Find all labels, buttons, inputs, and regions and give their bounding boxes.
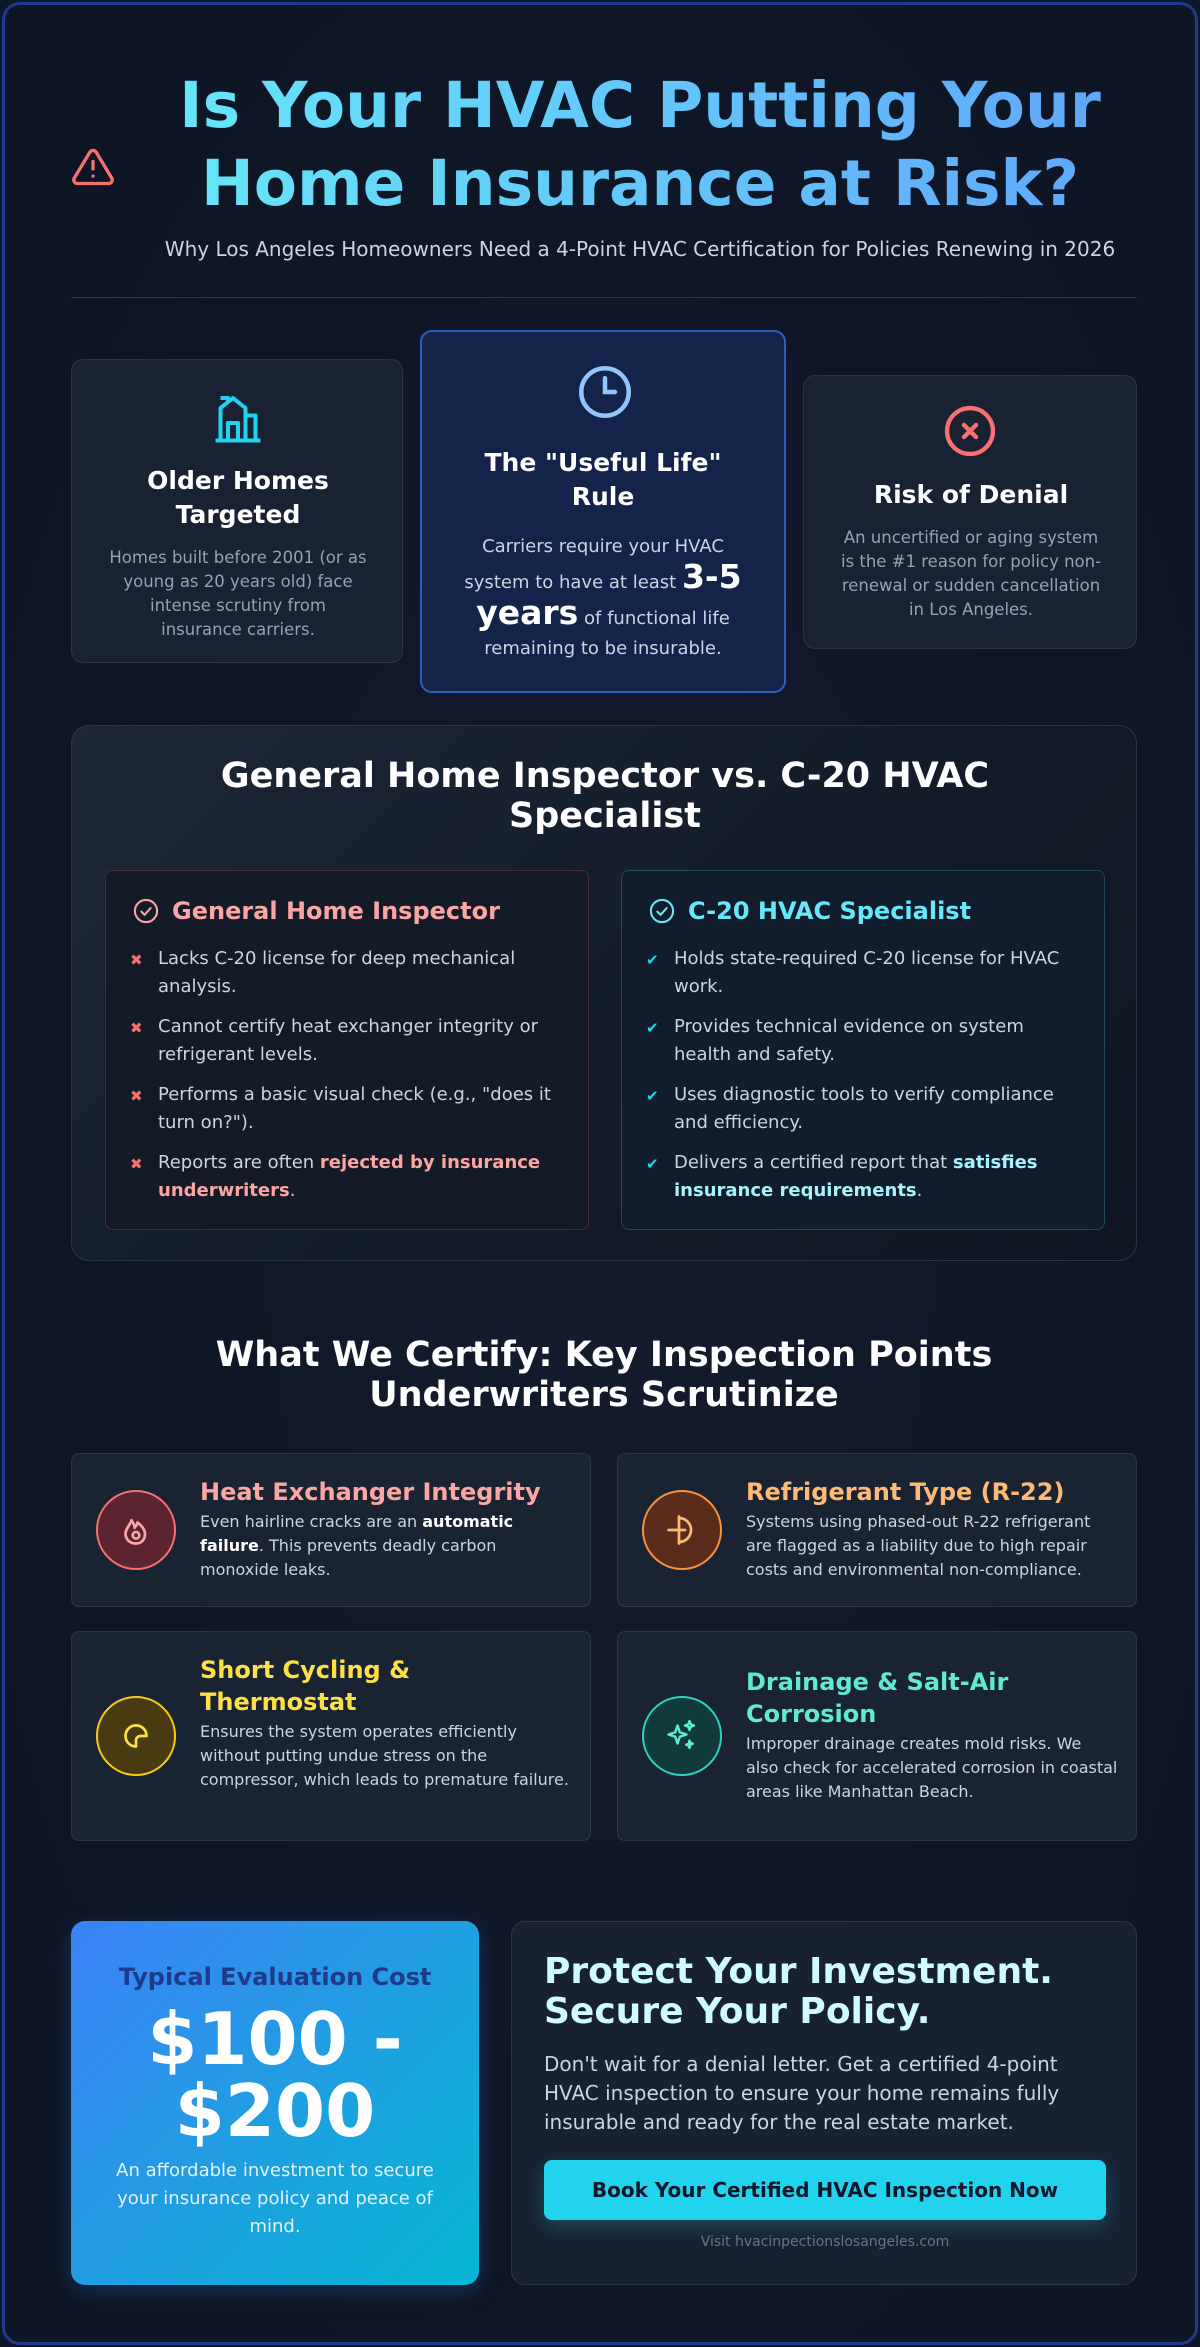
column-title: General Home Inspector bbox=[172, 897, 500, 925]
point-drainage bbox=[617, 1631, 1137, 1841]
list-item: ✔ Provides technical evidence on system health and safety. bbox=[646, 1016, 1024, 1065]
clock-icon bbox=[575, 362, 635, 422]
checkmark-icon: ✔ bbox=[646, 1155, 659, 1173]
cost-label: Typical Evaluation Cost bbox=[118, 1963, 432, 1991]
cta-card bbox=[511, 1921, 1137, 2285]
list-item: ✖ Cannot certify heat exchanger integrity or refrigerant levels. bbox=[130, 1016, 538, 1065]
checkmark-icon: ✔ bbox=[646, 1019, 659, 1037]
point-refrigerant bbox=[617, 1453, 1137, 1607]
list-item: ✔ Uses diagnostic tools to verify compliance and efficiency. bbox=[646, 1084, 1054, 1133]
website-link[interactable]: Visit hvacinpectionslosangeles.com bbox=[700, 2234, 950, 2250]
header-divider bbox=[71, 297, 1137, 298]
check-circle-icon bbox=[648, 897, 676, 925]
cta-text: Don't wait for a denial letter. Get a certified 4-point HVAC inspection to ensure your home remains fully insurable and ready for the real estate market. bbox=[544, 2052, 1060, 2134]
card-title: The "Useful Life" Rule bbox=[484, 448, 722, 511]
house-icon bbox=[208, 388, 268, 448]
list-item: ✖ Lacks C-20 license for deep mechanical analysis. bbox=[130, 948, 516, 997]
point-title: Refrigerant Type (R-22) bbox=[746, 1478, 1065, 1506]
cost-text: An affordable investment to secure your insurance policy and peace of mind. bbox=[116, 2160, 434, 2237]
checkmark-icon: ✔ bbox=[646, 1087, 659, 1105]
general-inspector-list bbox=[130, 945, 570, 1217]
check-circle-icon bbox=[132, 897, 160, 925]
x-mark-icon: ✖ bbox=[130, 1087, 143, 1105]
x-mark-icon: ✖ bbox=[130, 1019, 143, 1037]
x-circle-icon bbox=[941, 402, 999, 460]
point-text: Systems using phased-out R-22 refrigerant are flagged as a liability due to high repair costs and environmental non-compliance. bbox=[746, 1512, 1091, 1579]
useful-life-years: 3-5 years bbox=[476, 557, 742, 632]
card-text: Carriers require your HVAC system to have at least 3-5 years of functional life remaining to be insurable. bbox=[464, 536, 742, 659]
book-inspection-button[interactable]: Book Your Certified HVAC Inspection Now bbox=[544, 2160, 1106, 2220]
point-short-cycling bbox=[71, 1631, 591, 1841]
point-title: Short Cycling & Thermostat bbox=[200, 1656, 411, 1716]
point-text: Ensures the system operates efficiently without putting undue stress on the compressor, which leads to premature failure. bbox=[200, 1722, 569, 1789]
comparison-section bbox=[71, 725, 1137, 1261]
cost-value: $100 - $200 bbox=[147, 1997, 403, 2153]
point-text: Even hairline cracks are an automatic failure. This prevents deadly carbon monoxide leaks. bbox=[200, 1512, 514, 1579]
cost-card bbox=[71, 1921, 479, 2285]
flame-icon bbox=[96, 1490, 176, 1570]
certify-title: What We Certify: Key Inspection Points Underwriters Scrutinize bbox=[215, 1335, 993, 1415]
c20-specialist-column bbox=[621, 870, 1105, 1230]
card-older-homes bbox=[71, 359, 403, 663]
warning-triangle-icon bbox=[71, 145, 115, 189]
point-text: Improper drainage creates mold risks. We also check for accelerated corrosion in coastal areas like Manhattan Beach. bbox=[746, 1734, 1118, 1801]
card-text: Homes built before 2001 (or as young as 20 years old) face intense scrutiny from insurance carriers. bbox=[109, 548, 367, 639]
c20-specialist-list bbox=[646, 945, 1086, 1217]
general-inspector-column bbox=[105, 870, 589, 1230]
card-title: Risk of Denial bbox=[873, 480, 1069, 509]
cta-title: Protect Your Investment. Secure Your Policy. bbox=[544, 1951, 1053, 2032]
list-item: ✖ Reports are often rejected by insurance underwriters. bbox=[130, 1152, 541, 1201]
comparison-title: General Home Inspector vs. C-20 HVAC Specialist bbox=[220, 756, 990, 836]
sparkle-icon bbox=[642, 1696, 722, 1776]
point-title: Drainage & Salt-Air Corrosion bbox=[746, 1668, 1009, 1728]
point-heat-exchanger bbox=[71, 1453, 591, 1607]
page-title: Is Your HVAC Putting Your Home Insurance at Risk? bbox=[135, 67, 1145, 223]
checkmark-icon: ✔ bbox=[646, 951, 659, 969]
list-item: ✔ Holds state-required C-20 license for HVAC work. bbox=[646, 948, 1060, 997]
card-useful-life bbox=[420, 330, 786, 693]
cycle-icon bbox=[96, 1696, 176, 1776]
x-mark-icon: ✖ bbox=[130, 1155, 143, 1173]
card-risk-denial bbox=[803, 375, 1137, 649]
x-mark-icon: ✖ bbox=[130, 951, 143, 969]
column-title: C-20 HVAC Specialist bbox=[688, 897, 972, 925]
point-title: Heat Exchanger Integrity bbox=[200, 1478, 541, 1506]
gauge-icon bbox=[642, 1490, 722, 1570]
page-subtitle: Why Los Angeles Homeowners Need a 4-Point HVAC Certification for Policies Renewing in 2026 bbox=[164, 237, 1116, 261]
page-frame bbox=[2, 2, 1198, 2345]
list-item: ✔ Delivers a certified report that satisfies insurance requirements. bbox=[646, 1152, 1038, 1201]
card-text: An uncertified or aging system is the #1 reason for policy non-renewal or sudden cancellation in Los Angeles. bbox=[840, 528, 1102, 619]
list-item: ✖ Performs a basic visual check (e.g., "does it turn on?"). bbox=[130, 1084, 551, 1133]
card-title: Older Homes Targeted bbox=[147, 466, 329, 529]
